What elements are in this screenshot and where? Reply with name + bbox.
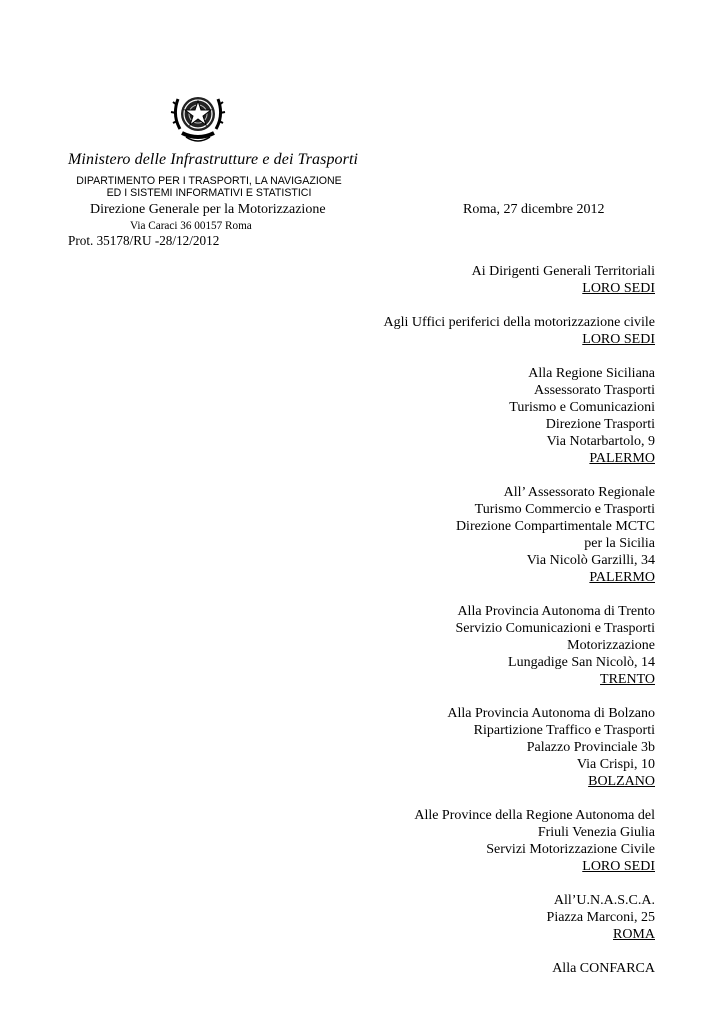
- recipient-block: [384, 960, 655, 977]
- recipient-line: Turismo Commercio e Trasporti: [474, 502, 655, 517]
- recipient-location: PALERMO: [589, 570, 655, 585]
- recipient-block: [384, 314, 655, 348]
- recipient-location: PALERMO: [589, 451, 655, 466]
- recipient-line: Direzione Compartimentale MCTC: [455, 519, 655, 534]
- office-address: Via Caraci 36 00157 Roma: [130, 220, 252, 232]
- recipient-line: Palazzo Provinciale 3b: [526, 740, 655, 755]
- recipient-line: Via Notarbartolo, 9: [546, 434, 655, 449]
- recipient-line: Servizi Motorizzazione Civile: [486, 842, 655, 857]
- recipient-block: [384, 484, 655, 586]
- recipient-line: Friuli Venezia Giulia: [537, 825, 655, 840]
- recipient-location: TRENTO: [600, 672, 655, 687]
- department-name: [68, 175, 350, 199]
- directorate-name: Direzione Generale per la Motorizzazione: [90, 202, 326, 217]
- recipient-line: Via Nicolò Garzilli, 34: [526, 553, 655, 568]
- recipient-line: Alla CONFARCA: [552, 961, 655, 976]
- recipient-block: [384, 892, 655, 943]
- italian-republic-emblem-icon: [170, 85, 226, 147]
- recipient-line: Via Crispi, 10: [576, 757, 655, 772]
- recipient-line: per la Sicilia: [584, 536, 655, 551]
- department-line-2: ED I SISTEMI INFORMATIVI E STATISTICI: [106, 187, 312, 199]
- department-line-1: DIPARTIMENTO PER I TRASPORTI, LA NAVIGAZIONE: [76, 175, 342, 187]
- recipient-line: Turismo e Comunicazioni: [509, 400, 655, 415]
- recipient-line: All’ Assessorato Regionale: [503, 485, 655, 500]
- recipient-block: [384, 263, 655, 297]
- letter-date: Roma, 27 dicembre 2012: [463, 202, 605, 217]
- protocol-number: Prot. 35178/RU -28/12/2012: [68, 233, 220, 248]
- recipient-location: ROMA: [612, 927, 655, 942]
- recipients-list: [384, 263, 655, 994]
- recipient-line: Piazza Marconi, 25: [546, 910, 655, 925]
- recipient-line: Alle Province della Regione Autonoma del: [414, 808, 655, 823]
- recipient-block: [384, 807, 655, 875]
- recipient-line: Servizio Comunicazioni e Trasporti: [455, 621, 655, 636]
- recipient-block: [384, 365, 655, 467]
- ministry-name: Ministero delle Infrastrutture e dei Trasporti: [68, 151, 359, 168]
- recipient-line: Alla Provincia Autonoma di Trento: [457, 604, 655, 619]
- recipient-location: LORO SEDI: [582, 859, 655, 874]
- recipient-location: LORO SEDI: [582, 281, 655, 296]
- recipient-line: Motorizzazione: [567, 638, 655, 653]
- recipient-location: BOLZANO: [588, 774, 655, 789]
- recipient-line: Direzione Trasporti: [545, 417, 655, 432]
- recipient-line: Assessorato Trasporti: [534, 383, 655, 398]
- recipient-line: Alla Provincia Autonoma di Bolzano: [447, 706, 655, 721]
- recipient-line: Lungadige San Nicolò, 14: [508, 655, 655, 670]
- recipient-line: Ripartizione Traffico e Trasporti: [473, 723, 655, 738]
- recipient-block: [384, 705, 655, 790]
- recipient-location: LORO SEDI: [582, 332, 655, 347]
- recipient-line: Alla Regione Siciliana: [528, 366, 655, 381]
- recipient-line: Agli Uffici periferici della motorizzazione civile: [383, 315, 655, 330]
- recipient-line: All’U.N.A.S.C.A.: [553, 893, 655, 908]
- recipient-block: [384, 603, 655, 688]
- recipient-line: Ai Dirigenti Generali Territoriali: [471, 264, 655, 279]
